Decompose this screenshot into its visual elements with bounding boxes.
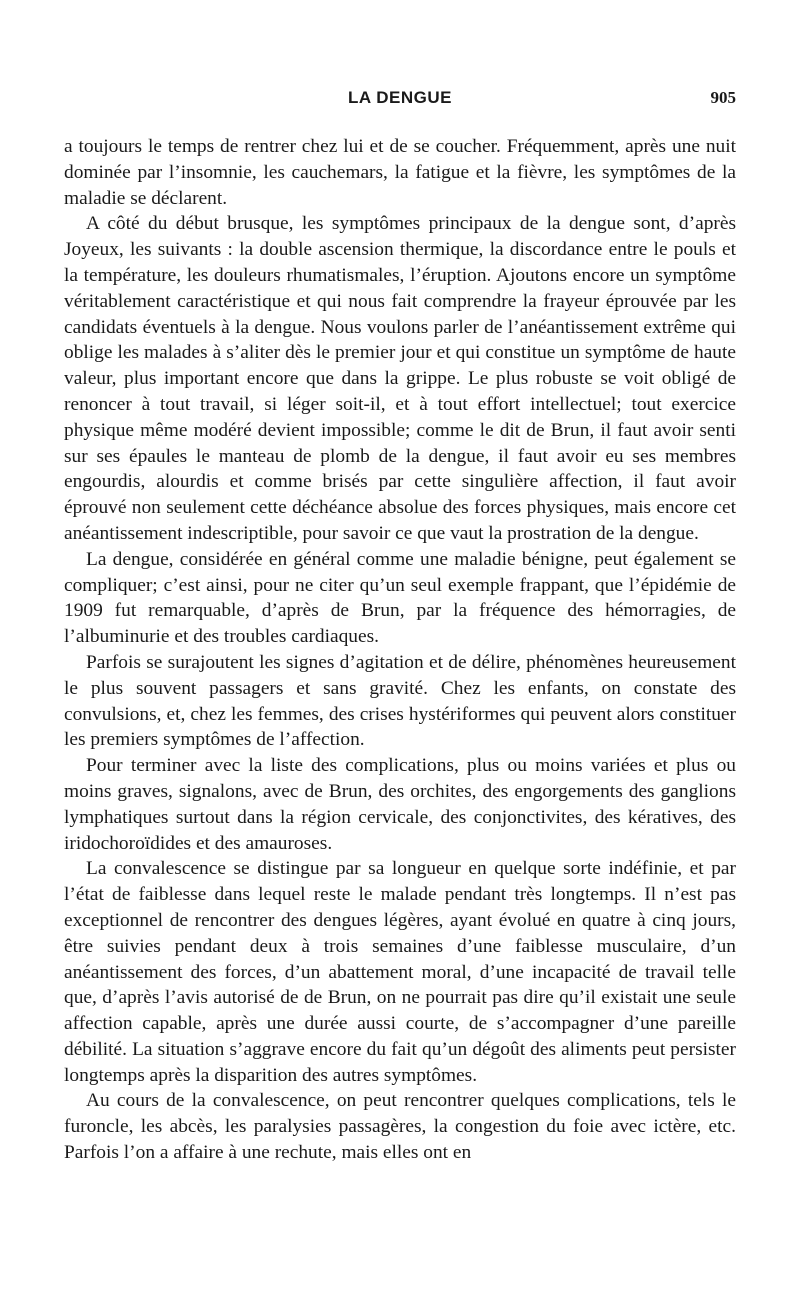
running-header (64, 88, 736, 118)
body-text (64, 134, 736, 1166)
paragraph-convalescence-complications: Au cours de la convalescence, on peut rencontrer quelques complications, tels le furoncle, les abcès, les paralysies passagères, la congestion du foie avec ictère, etc. Parfois l’on a affaire à une rechute, mais elles ont en (64, 1090, 736, 1164)
book-page (64, 88, 736, 1166)
paragraph-complication-list: Pour terminer avec la liste des complications, plus ou moins variées et plus ou moins graves, signalons, avec de Brun, des orchites, des engorgements des ganglions lymphatiques surtout dans la région cervicale, des conjonctivites, des kératives, des iridochoroïdides et des amauroses. (64, 755, 736, 854)
paragraph-complications: La dengue, considérée en général comme une maladie bénigne, peut également se compliquer; c’est ainsi, pour ne citer qu’un seul exemple frappant, que l’épidémie de 1909 fut remarquable, d’après de Brun, par la fréquence des hémorragies, de l’albuminurie et des troubles cardiaques. (64, 548, 736, 648)
paragraph-symptoms: A côté du début brusque, les symptômes principaux de la dengue sont, d’après Joyeux, les suivants : la double ascension thermique, la discordance entre le pouls et la température, les douleurs rhumatismales, l’éruption. Ajoutons encore un symptôme véritablement caractéristique et qui nous fait comprendre la frayeur éprouvée par les candidats éventuels à la dengue. Nous voulons parler de l’anéantissement extrême qui oblige les malades à s’aliter dès le premier jour et qui constitue un symptôme de haute valeur, plus important encore que dans la grippe. Le plus robuste se voit obligé de renoncer à tout travail, si léger soit-il, et à tout effort intellectuel; tout exercice physique même modéré devient impossible; comme le dit de Brun, il faut avoir senti sur ses épaules le manteau de plomb de la dengue, il faut avoir eu ses membres engourdis, alourdis et comme brisés par cette singulière affection, il faut avoir éprouvé non seulement cette déchéance absolue des forces physiques, mais encore cet anéantissement indescriptible, pour savoir ce que vaut la prostration de la dengue. (64, 213, 736, 544)
paragraph-agitation: Parfois se surajoutent les signes d’agitation et de délire, phénomènes heureusement le plus souvent passagers et sans gravité. Chez les enfants, on constate des convulsions, et, chez les femmes, des crises hystériformes qui peuvent alors constituer les premiers symptômes de l’affection. (64, 651, 736, 751)
page-number: 905 (710, 88, 736, 107)
paragraph-convalescence: La convalescence se distingue par sa longueur en quelque sorte indéfinie, et par l’état de faiblesse dans lequel reste le malade pendant très longtemps. Il n’est pas exceptionnel de rencontrer des dengues légères, ayant évolué en quatre à cinq jours, être suivies pendant deux à trois semaines d’une faiblesse musculaire, d’un anéantissement des forces, d’un abattement moral, d’une incapacité de travail telle que, d’après l’avis autorisé de de Brun, on ne pourrait pas dire qu’il existait une seule affection capable, après une durée aussi courte, de s’accompagner d’une pareille débilité. La situation s’aggrave encore du fait qu’un dégoût des aliments peut persister longtemps après la disparition des autres symptômes. (64, 858, 736, 1086)
running-title: LA DENGUE (348, 88, 452, 107)
paragraph-continuation: a toujours le temps de rentrer chez lui et de se coucher. Fréquemment, après une nuit dominée par l’insomnie, les cauchemars, la fatigue et la fièvre, les symptômes de la maladie se déclarent. (64, 136, 736, 209)
